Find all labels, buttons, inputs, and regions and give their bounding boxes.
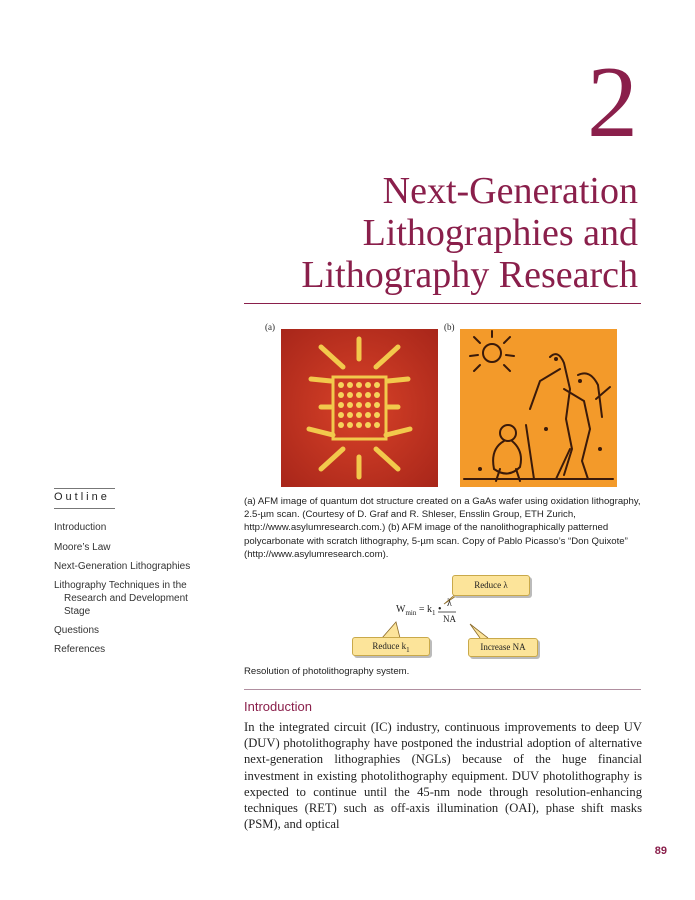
outline-rule-bottom (54, 508, 115, 509)
chapter-title-line: Lithographies and (362, 212, 638, 254)
outline-item-cont[interactable]: Research and Development (64, 593, 188, 604)
section-heading: Introduction (244, 699, 312, 714)
formula-eq: = k (418, 604, 432, 615)
figure-label-a: (a) (265, 322, 275, 332)
afm-quantum-dot-image (281, 329, 438, 487)
outline-title: Outline (54, 491, 110, 503)
outline-item[interactable]: Moore’s Law (54, 542, 111, 553)
bubble-reduce-k1-text: Reduce k (372, 641, 407, 651)
formula-dot: • (437, 604, 442, 615)
outline-item[interactable]: Questions (54, 625, 100, 636)
title-rule (244, 303, 641, 304)
bubble-reduce-k1-sub: 1 (406, 645, 410, 654)
section-rule (244, 689, 641, 690)
formula-denominator: NA (443, 614, 456, 624)
page-number: 89 (654, 845, 667, 857)
figure-label-b: (b) (444, 322, 455, 332)
formula-k-sub: 1 (431, 609, 436, 617)
outline-rule-top (54, 488, 115, 489)
resolution-formula (396, 604, 442, 617)
afm-don-quixote-image (460, 329, 617, 487)
chapter-title-line: Next-Generation (382, 170, 638, 212)
outline-item-cont[interactable]: Stage (64, 606, 91, 617)
chapter-title (301, 170, 638, 296)
formula-w: W (396, 604, 406, 615)
chapter-title-line: Lithography Research (301, 254, 638, 296)
outline-item[interactable]: References (54, 644, 106, 655)
section-body: In the integrated circuit (IC) industry, continuous improvements to deep UV (DUV) photolithography have postponed the industrial adoption of alternative next-generation lithographies (NGLs) because of the huge financial investment in existing photolithography equipment. DUV photolithography is expected to continue until the 45-nm node through resolution-enhancing techniques (RET) such as off-axis illumination (OAI), phase shift masks (PSM), and optical (244, 720, 642, 832)
outline-item[interactable]: Lithography Techniques in the (54, 580, 187, 591)
outline-item[interactable]: Introduction (54, 522, 107, 533)
bubble-increase-na: Increase NA (468, 638, 538, 657)
bubble-reduce-lambda: Reduce λ (452, 575, 530, 596)
formula-numerator: λ (447, 598, 452, 609)
outline-item[interactable]: Next-Generation Lithographies (54, 561, 191, 572)
formula-w-sub: min (405, 609, 417, 617)
chapter-number: 2 (587, 46, 638, 159)
figure1-caption: (a) AFM image of quantum dot structure created on a GaAs wafer using oxidation lithography, 2.5-µm scan. (Courtesy of D. Graf and R. Shleser, Ensslin Group, ETH Zurich, http://www.asylumresearch.com.) (b) AFM image of the nanolithographically patterned polycarbonate with scratch lithography, 5-µm scan. Copy of Pablo Picasso’s “Don Quixote” (http://www.asylumresearch.com). (244, 496, 641, 560)
figure2-caption: Resolution of photolithography system. (244, 666, 410, 677)
bubble-reduce-k1 (352, 637, 430, 656)
